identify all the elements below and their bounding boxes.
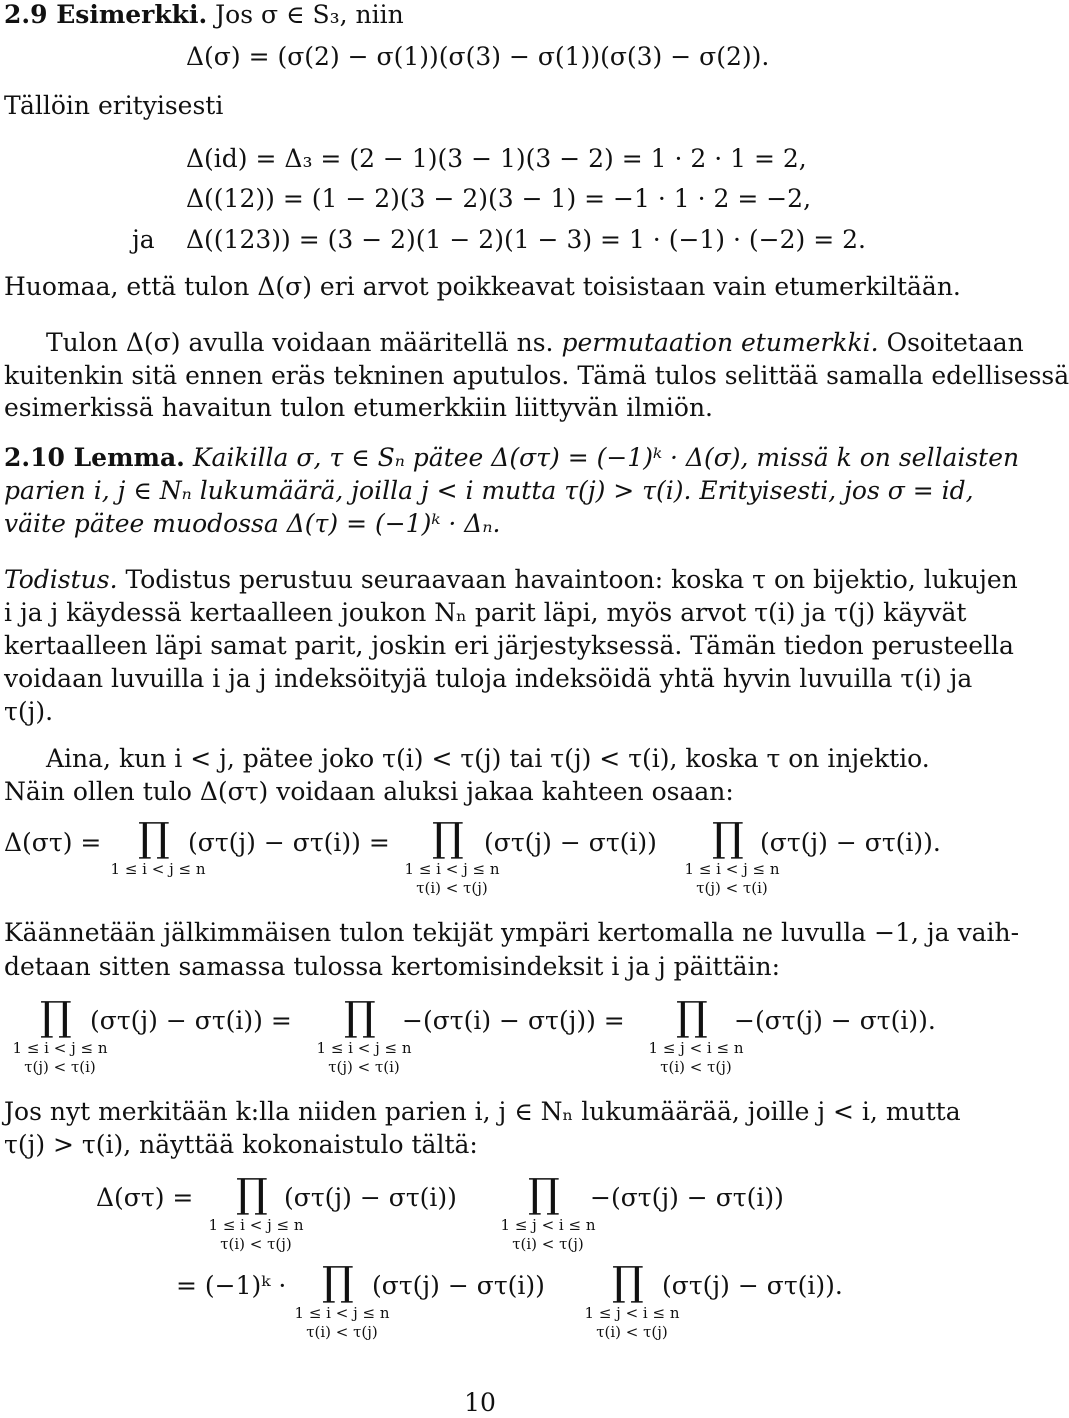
subscript-range: 1 ≤ i < j ≤ n bbox=[316, 1039, 412, 1057]
paragraph-line-1b: Osoitetaan bbox=[886, 328, 1024, 357]
paragraph-line-1a: Tulon Δ(σ) avulla voidaan määritellä ns. bbox=[46, 328, 554, 357]
eq4-term-2: (στ(j) − στ(i)). bbox=[662, 1271, 843, 1300]
eq2-term-3: −(στ(j) − στ(i)). bbox=[734, 1006, 936, 1035]
proof-line-10: Jos nyt merkitään k:lla niiden parien i, j ∈ Nₙ lukumäärää, joille j < i, mutta bbox=[4, 1097, 961, 1126]
eq2-sub-2 bbox=[304, 1039, 424, 1077]
product-symbol: ∏ bbox=[712, 815, 744, 861]
eq1-sub-2 bbox=[392, 860, 512, 898]
eq1-sub-1: 1 ≤ i < j ≤ n bbox=[110, 860, 206, 878]
eq2-sub-3 bbox=[636, 1039, 756, 1077]
proof-line-9: detaan sitten samassa tulossa kertomisindeksit i ja j päittäin: bbox=[4, 952, 781, 981]
paragraph-line-2: kuitenkin sitä ennen eräs tekninen aputulos. Tämä tulos selittää samalla edellisessä bbox=[4, 361, 1069, 390]
lemma-line-3: väite pätee muodossa Δ(τ) = (−1)ᵏ · Δₙ. bbox=[4, 509, 501, 538]
eq-delta-12: Δ((12)) = (1 − 2)(3 − 2)(3 − 1) = −1 · 1 · 2 = −2, bbox=[186, 184, 812, 213]
lemma-line-2: parien i, j ∈ Nₙ lukumäärä, joilla j < i mutta τ(j) > τ(i). Erityisesti, jos σ = id, bbox=[4, 476, 974, 505]
eq1-term-1: (στ(j) − στ(i)) = bbox=[188, 828, 390, 857]
example-heading: 2.9 Esimerkki. bbox=[4, 0, 208, 29]
proof-line-8: Käännetään jälkimmäisen tulon tekijät ympäri kertomalla ne luvulla −1, ja vaih- bbox=[4, 918, 1020, 947]
subscript-condition: τ(i) < τ(j) bbox=[596, 1322, 668, 1341]
delta-sigma-equation: Δ(σ) = (σ(2) − σ(1))(σ(3) − σ(1))(σ(3) − σ(2)). bbox=[186, 42, 770, 71]
product-symbol: ∏ bbox=[528, 1171, 560, 1217]
ja-label: ja bbox=[132, 225, 155, 254]
proof-line-11: τ(j) > τ(i), näyttää kokonaistulo tältä: bbox=[4, 1130, 478, 1159]
subscript-condition: τ(j) < τ(i) bbox=[328, 1057, 400, 1076]
proof-line-3: kertaalleen läpi samat parit, joskin eri järjestyksessä. Tämän tiedon perusteella bbox=[4, 631, 1014, 660]
subscript-range: 1 ≤ i < j ≤ n bbox=[404, 860, 500, 878]
eq-delta-id: Δ(id) = Δ₃ = (2 − 1)(3 − 1)(3 − 2) = 1 · 2 · 1 = 2, bbox=[186, 144, 807, 173]
subscript-condition: τ(j) < τ(i) bbox=[24, 1057, 96, 1076]
product-symbol: ∏ bbox=[322, 1259, 354, 1305]
proof-line-5: τ(j). bbox=[4, 697, 54, 726]
product-symbol: ∏ bbox=[432, 815, 464, 861]
eq3-sub-2 bbox=[486, 1216, 610, 1254]
subscript-range: 1 ≤ j < i ≤ n bbox=[648, 1039, 744, 1057]
eq4-term-1: (στ(j) − στ(i)) bbox=[372, 1271, 545, 1300]
huomaa-text: Huomaa, että tulon Δ(σ) eri arvot poikkeavat toisistaan vain etumerkiltään. bbox=[4, 272, 961, 301]
example-heading-line bbox=[4, 0, 404, 30]
paragraph-line-3: esimerkissä havaitun tulon etumerkkiin liittyvän ilmiön. bbox=[4, 393, 713, 422]
product-symbol: ∏ bbox=[138, 815, 170, 861]
lemma-heading: 2.10 Lemma. bbox=[4, 443, 185, 472]
subscript-condition: τ(i) < τ(j) bbox=[306, 1322, 378, 1341]
subscript-condition: τ(i) < τ(j) bbox=[220, 1234, 292, 1253]
defined-term: permutaation etumerkki. bbox=[561, 328, 879, 357]
proof-text-1: Todistus perustuu seuraavaan havaintoon: koska τ on bijektio, lukujen bbox=[125, 565, 1018, 594]
proof-line-1 bbox=[4, 565, 1018, 595]
proof-label: Todistus. bbox=[4, 565, 118, 594]
proof-line-6: Aina, kun i < j, pätee joko τ(i) < τ(j) tai τ(j) < τ(i), koska τ on injektio. bbox=[46, 744, 930, 773]
page-number: 10 bbox=[464, 1388, 496, 1417]
product-symbol: ∏ bbox=[612, 1259, 644, 1305]
eq2-term-1: (στ(j) − στ(i)) = bbox=[90, 1006, 292, 1035]
paragraph-line-1 bbox=[46, 328, 1024, 358]
eq-delta-123: Δ((123)) = (3 − 2)(1 − 2)(1 − 3) = 1 · (−1) · (−2) = 2. bbox=[186, 225, 866, 254]
subscript-range: 1 ≤ i < j ≤ n bbox=[684, 860, 780, 878]
subscript-range: 1 ≤ j < i ≤ n bbox=[500, 1216, 596, 1234]
eq4-sub-1 bbox=[280, 1304, 404, 1342]
subscript-condition: τ(i) < τ(j) bbox=[660, 1057, 732, 1076]
eq1-sub-3 bbox=[672, 860, 792, 898]
subscript-range: 1 ≤ i < j ≤ n bbox=[294, 1304, 390, 1322]
eq4-lhs: = (−1)ᵏ · bbox=[176, 1271, 287, 1300]
subscript-range: 1 ≤ i < j ≤ n bbox=[12, 1039, 108, 1057]
subscript-condition: τ(j) < τ(i) bbox=[696, 878, 768, 897]
eq1-term-2: (στ(j) − στ(i)) bbox=[484, 828, 657, 857]
eq3-lhs: Δ(στ) = bbox=[96, 1183, 194, 1212]
subscript-condition: τ(i) < τ(j) bbox=[416, 878, 488, 897]
eq1-term-3: (στ(j) − στ(i)). bbox=[760, 828, 941, 857]
proof-line-2: i ja j käydessä kertaalleen joukon Nₙ parit läpi, myös arvot τ(i) ja τ(j) käyvät bbox=[4, 598, 967, 627]
eq3-term-2: −(στ(j) − στ(i)) bbox=[590, 1183, 784, 1212]
eq2-term-2: −(στ(i) − στ(j)) = bbox=[402, 1006, 625, 1035]
eq4-sub-2 bbox=[570, 1304, 694, 1342]
eq3-term-1: (στ(j) − στ(i)) bbox=[284, 1183, 457, 1212]
subscript-range: 1 ≤ j < i ≤ n bbox=[584, 1304, 680, 1322]
lemma-statement-1: Kaikilla σ, τ ∈ Sₙ pätee Δ(στ) = (−1)ᵏ · Δ(σ), missä k on sellaisten bbox=[192, 443, 1020, 472]
proof-line-7: Näin ollen tulo Δ(στ) voidaan aluksi jakaa kahteen osaan: bbox=[4, 777, 734, 806]
eq3-sub-1 bbox=[194, 1216, 318, 1254]
product-symbol: ∏ bbox=[236, 1171, 268, 1217]
talloin-text: Tällöin erityisesti bbox=[4, 91, 224, 120]
product-symbol: ∏ bbox=[344, 994, 376, 1040]
eq1-lhs: Δ(στ) = bbox=[4, 828, 102, 857]
lemma-line-1 bbox=[4, 443, 1019, 473]
example-intro: Jos σ ∈ S₃, niin bbox=[215, 0, 404, 29]
product-symbol: ∏ bbox=[40, 994, 72, 1040]
proof-line-4: voidaan luvuilla i ja j indeksöityjä tuloja indeksöidä yhtä hyvin luvuilla τ(i) ja bbox=[4, 664, 973, 693]
subscript-range: 1 ≤ i < j ≤ n bbox=[208, 1216, 304, 1234]
product-symbol: ∏ bbox=[676, 994, 708, 1040]
subscript-condition: τ(i) < τ(j) bbox=[512, 1234, 584, 1253]
eq2-sub-1 bbox=[0, 1039, 120, 1077]
